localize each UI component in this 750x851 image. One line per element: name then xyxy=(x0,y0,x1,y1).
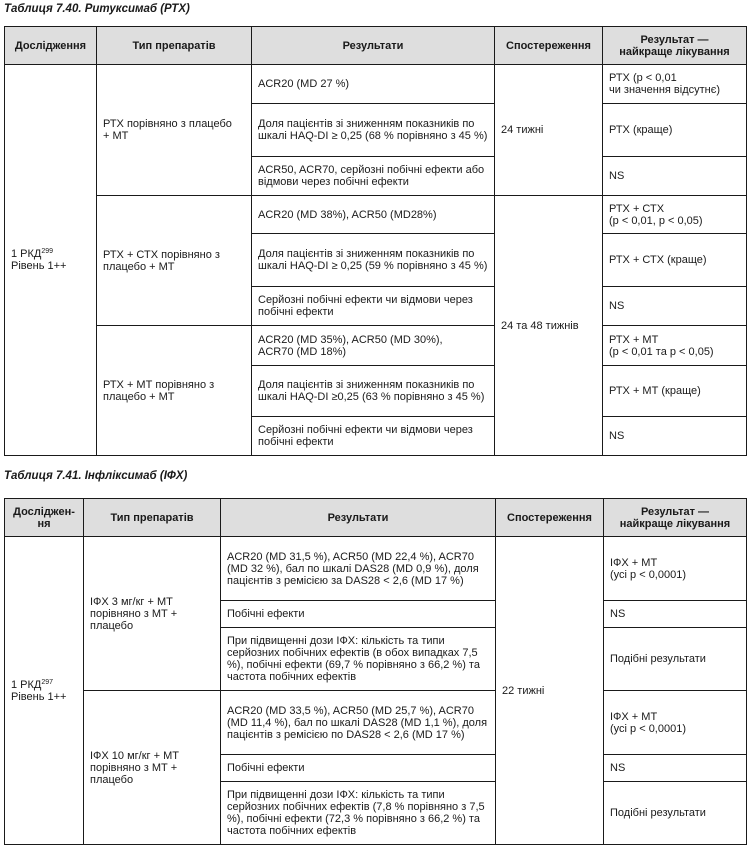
study-reference: 297 xyxy=(41,678,54,686)
result-cell: Серйозні побічні ефекти чи відмови через побічні ефекти xyxy=(252,287,495,326)
best-treatment-cell: ІФХ + МТ (усі р < 0,0001) xyxy=(604,537,747,601)
best-treatment-cell: ІФХ + МТ (усі р < 0,0001) xyxy=(604,691,747,755)
infliximab-table xyxy=(4,498,747,845)
table-header-row xyxy=(5,499,747,537)
result-cell: Доля пацієнтів зі зниженням показників по шкалі HAQ-DI ≥ 0,25 (68 % порівняно з 45 %) xyxy=(252,104,495,157)
result-cell: При підвищенні дози ІФХ: кількість та типи серйозних побічних ефектів (в обох випадках 7,5 %), побічні ефекти (69,7 % порівняно з 66,2 %) та частота побічних ефектів xyxy=(221,628,496,691)
drug-type-cell: ІФХ 3 мг/кг + МТ порівняно з МТ + плацебо xyxy=(84,537,221,691)
header-observation: Спостереження xyxy=(495,27,603,65)
study-name: 1 РКД xyxy=(11,248,42,260)
best-treatment-cell: NS xyxy=(604,755,747,782)
result-cell: Побічні ефекти xyxy=(221,601,496,628)
header-observation: Спостереження xyxy=(496,499,604,537)
result-cell: Побічні ефекти xyxy=(221,755,496,782)
study-cell xyxy=(5,537,84,845)
table-header-row xyxy=(5,27,747,65)
table-caption-7-41: Таблиця 7.41. Інфліксимаб (ІФХ) xyxy=(4,470,188,482)
result-cell: При підвищенні дози ІФХ: кількість та типи серйозних побічних ефектів (7,8 % порівняно з 7,5 %), побічні ефекти (72,3 % порівняно з 66,2 %) та частота побічних ефектів xyxy=(221,782,496,845)
best-treatment-cell: РТХ + СТХ (р < 0,01, р < 0,05) xyxy=(603,196,747,234)
best-treatment-cell: РТХ + МТ (краще) xyxy=(603,366,747,417)
evidence-level: Рівень 1++ xyxy=(11,260,67,272)
table-row xyxy=(5,326,747,366)
result-cell: Доля пацієнтів зі зниженням показників по шкалі HAQ-DI ≥ 0,25 (59 % порівняно з 45 %) xyxy=(252,234,495,287)
best-treatment-cell: NS xyxy=(603,417,747,456)
result-cell: Серйозні побічні ефекти чи відмови через побічні ефекти xyxy=(252,417,495,456)
header-drug-type: Тип препаратів xyxy=(97,27,252,65)
drug-type-cell: РТХ порівняно з плацебо + МТ xyxy=(97,65,252,196)
observation-cell: 24 та 48 тижнів xyxy=(495,196,603,456)
table-row xyxy=(5,537,747,601)
best-treatment-cell: РТХ (р < 0,01 чи значення відсутнє) xyxy=(603,65,747,104)
result-cell: ACR20 (MD 38%), ACR50 (MD28%) xyxy=(252,196,495,234)
header-results: Результати xyxy=(221,499,496,537)
result-cell: ACR20 (MD 35%), ACR50 (MD 30%), ACR70 (MD 18%) xyxy=(252,326,495,366)
observation-cell: 24 тижні xyxy=(495,65,603,196)
table-row xyxy=(5,691,747,755)
study-name: 1 РКД xyxy=(11,678,42,691)
best-treatment-cell: NS xyxy=(604,601,747,628)
header-study: Досліджен- ня xyxy=(5,499,84,537)
best-treatment-cell: РТХ (краще) xyxy=(603,104,747,157)
study-cell xyxy=(5,65,97,456)
observation-cell: 22 тижні xyxy=(496,537,604,845)
result-cell: ACR20 (MD 33,5 %), ACR50 (MD 25,7 %), ACR70 (MD 11,4 %), бал по шкалі DAS28 (MD 1,1 %), доля пацієнтів з ремісією по DAS28 < 2,6 (MD 17 %) xyxy=(221,691,496,755)
drug-type-cell: РТХ + СТХ порівняно з плацебо + МТ xyxy=(97,196,252,326)
table-row xyxy=(5,65,747,104)
drug-type-cell: ІФХ 10 мг/кг + МТ порівняно з МТ + плацебо xyxy=(84,691,221,845)
best-treatment-cell: Подібні результати xyxy=(604,628,747,691)
rituximab-table xyxy=(4,26,747,456)
evidence-level: Рівень 1++ xyxy=(11,690,67,703)
header-drug-type: Тип препаратів xyxy=(84,499,221,537)
best-treatment-cell: NS xyxy=(603,157,747,196)
result-cell: Доля пацієнтів зі зниженням показників по шкалі HAQ-DI ≥0,25 (63 % порівняно з 45 %) xyxy=(252,366,495,417)
best-treatment-cell: NS xyxy=(603,287,747,326)
study-reference: 299 xyxy=(41,248,54,255)
header-best-treatment: Результат — найкраще лікування xyxy=(604,499,747,537)
best-treatment-cell: РТХ + СТХ (краще) xyxy=(603,234,747,287)
table-caption-7-40: Таблиця 7.40. Ритуксимаб (РТХ) xyxy=(4,3,190,15)
best-treatment-cell: Подібні результати xyxy=(604,782,747,845)
header-results: Результати xyxy=(252,27,495,65)
best-treatment-cell: РТХ + МТ (р < 0,01 та р < 0,05) xyxy=(603,326,747,366)
result-cell: ACR20 (MD 31,5 %), ACR50 (MD 22,4 %), ACR70 (MD 32 %), бал по шкалі DAS28 (MD 0,9 %), доля пацієнтів з ремісією за DAS28 < 2,6 (MD 17 %) xyxy=(221,537,496,601)
header-best-treatment: Результат — найкраще лікування xyxy=(603,27,747,65)
table-row xyxy=(5,196,747,234)
drug-type-cell: РТХ + МТ порівняно з плацебо + МТ xyxy=(97,326,252,456)
header-study: Дослідження xyxy=(5,27,97,65)
result-cell: ACR20 (MD 27 %) xyxy=(252,65,495,104)
result-cell: ACR50, ACR70, серйозні побічні ефекти або відмови через побічні ефекти xyxy=(252,157,495,196)
